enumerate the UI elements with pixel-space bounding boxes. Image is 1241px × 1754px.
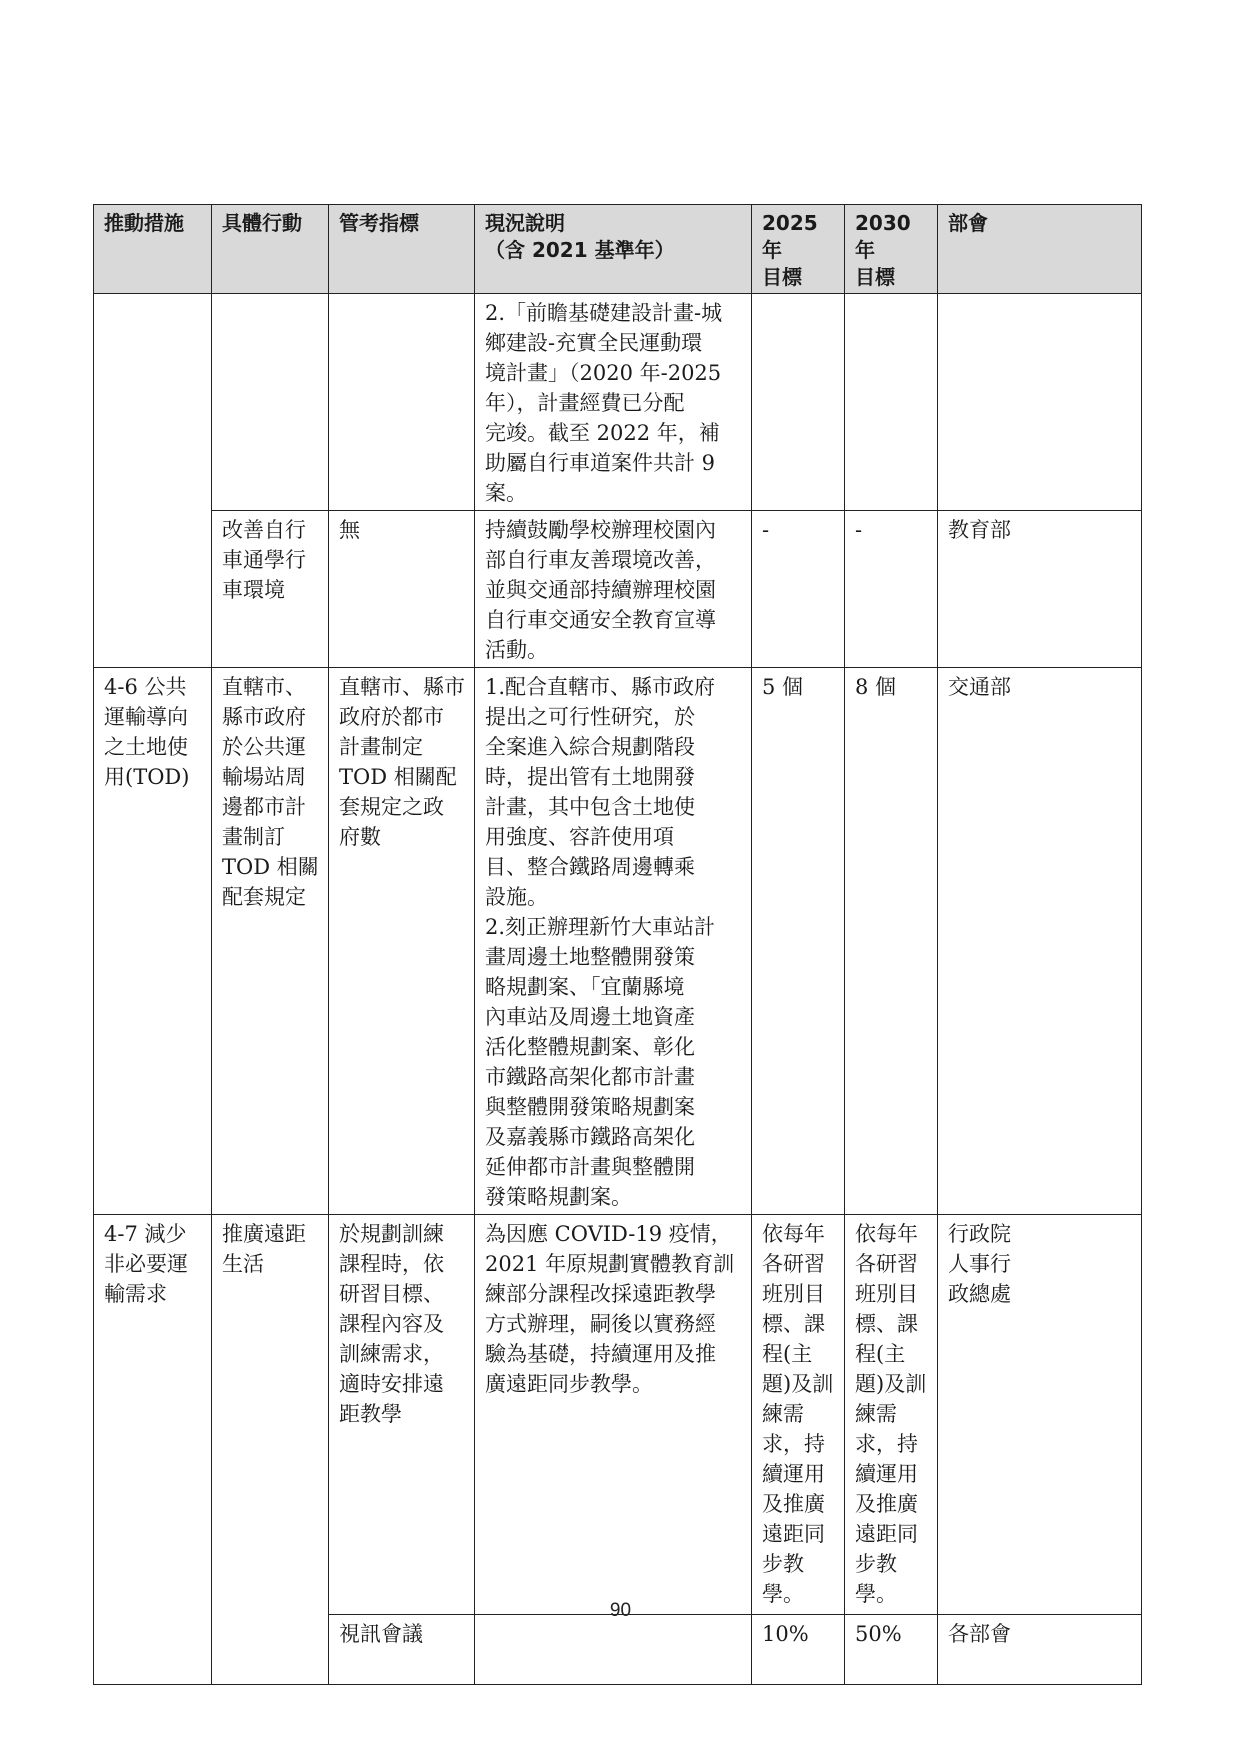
header-indicator: 管考指標: [329, 205, 475, 294]
header-ministry: 部會: [938, 205, 1142, 294]
status-cell: 持續鼓勵學校辦理校園內 部自行車友善環境改善， 並與交通部持續辦理校園 自行車交通安全教育宣導 活動。: [475, 511, 752, 668]
ministry-cell: [938, 294, 1142, 511]
target-2030-cell: 50%: [845, 1615, 938, 1685]
ministry-cell: 行政院 人事行 政總處: [938, 1215, 1142, 1615]
measure-cell: 4-6 公共 運輸導向 之土地使 用(TOD): [94, 668, 212, 1215]
target-2030-cell: 8 個: [845, 668, 938, 1215]
header-status: 現況說明 （含 2021 基準年）: [475, 205, 752, 294]
measure-cell: 4-7 減少 非必要運 輸需求: [94, 1215, 212, 1685]
action-cell: [212, 294, 329, 511]
indicator-cell: 直轄市、縣市 政府於都市 計畫制定 TOD 相關配 套規定之政 府數: [329, 668, 475, 1215]
ministry-cell: 各部會: [938, 1615, 1142, 1685]
target-2025-cell: 5 個: [752, 668, 845, 1215]
target-2030-cell: -: [845, 511, 938, 668]
indicator-cell: [329, 294, 475, 511]
status-cell: [475, 1615, 752, 1685]
table-row: [94, 511, 1142, 668]
indicator-cell: 視訊會議: [329, 1615, 475, 1685]
ministry-cell: 教育部: [938, 511, 1142, 668]
measures-table: [93, 204, 1142, 1685]
target-2025-cell: 依每年 各研習 班別目 標、課 程(主 題)及訓 練需 求，持 續運用 及推廣 遠距同 步教 學。: [752, 1215, 845, 1615]
indicator-cell: 無: [329, 511, 475, 668]
target-2025-cell: -: [752, 511, 845, 668]
table-row: [94, 668, 1142, 1215]
header-action: 具體行動: [212, 205, 329, 294]
header-row: [94, 205, 1142, 294]
indicator-cell: 於規劃訓練 課程時，依 研習目標、 課程內容及 訓練需求， 適時安排遠 距教學: [329, 1215, 475, 1615]
status-cell: 2.「前瞻基礎建設計畫-城 鄉建設-充實全民運動環 境計畫」（2020 年-2025 年），計畫經費已分配 完竣。截至 2022 年，補 助屬自行車道案件共計 9 案。: [475, 294, 752, 511]
table-row: [94, 1215, 1142, 1615]
measure-cell: [94, 294, 212, 668]
action-cell: 推廣遠距 生活: [212, 1215, 329, 1685]
status-cell: 1.配合直轄市、縣市政府 提出之可行性研究，於 全案進入綜合規劃階段 時，提出管有土地開發 計畫，其中包含土地使 用強度、容許使用項 目、整合鐵路周邊轉乘 設施。 2.刻正辦理新竹大車站計 畫周邊土地整體開發策 略規劃案、「宜蘭縣境 內車站及周邊土地資產 活化整體規劃案、彰化 市鐵路高架化都市計畫 與整體開發策略規劃案 及嘉義縣市鐵路高架化 延伸都市計畫與整體開 發策略規劃案。: [475, 668, 752, 1215]
table-row: [94, 294, 1142, 511]
header-target-2030: 2030 年 目標: [845, 205, 938, 294]
target-2025-cell: [752, 294, 845, 511]
page-number: 90: [609, 1600, 632, 1621]
target-2030-cell: 依每年 各研習 班別目 標、課 程(主 題)及訓 練需 求，持 續運用 及推廣 遠距同 步教 學。: [845, 1215, 938, 1615]
status-cell: 為因應 COVID-19 疫情， 2021 年原規劃實體教育訓 練部分課程改採遠距教學 方式辦理，嗣後以實務經 驗為基礎，持續運用及推 廣遠距同步教學。: [475, 1215, 752, 1615]
ministry-cell: 交通部: [938, 668, 1142, 1215]
header-measure: 推動措施: [94, 205, 212, 294]
action-cell: 改善自行 車通學行 車環境: [212, 511, 329, 668]
header-target-2025: 2025 年 目標: [752, 205, 845, 294]
action-cell: 直轄市、 縣市政府 於公共運 輸場站周 邊都市計 畫制訂 TOD 相關 配套規定: [212, 668, 329, 1215]
target-2030-cell: [845, 294, 938, 511]
target-2025-cell: 10%: [752, 1615, 845, 1685]
